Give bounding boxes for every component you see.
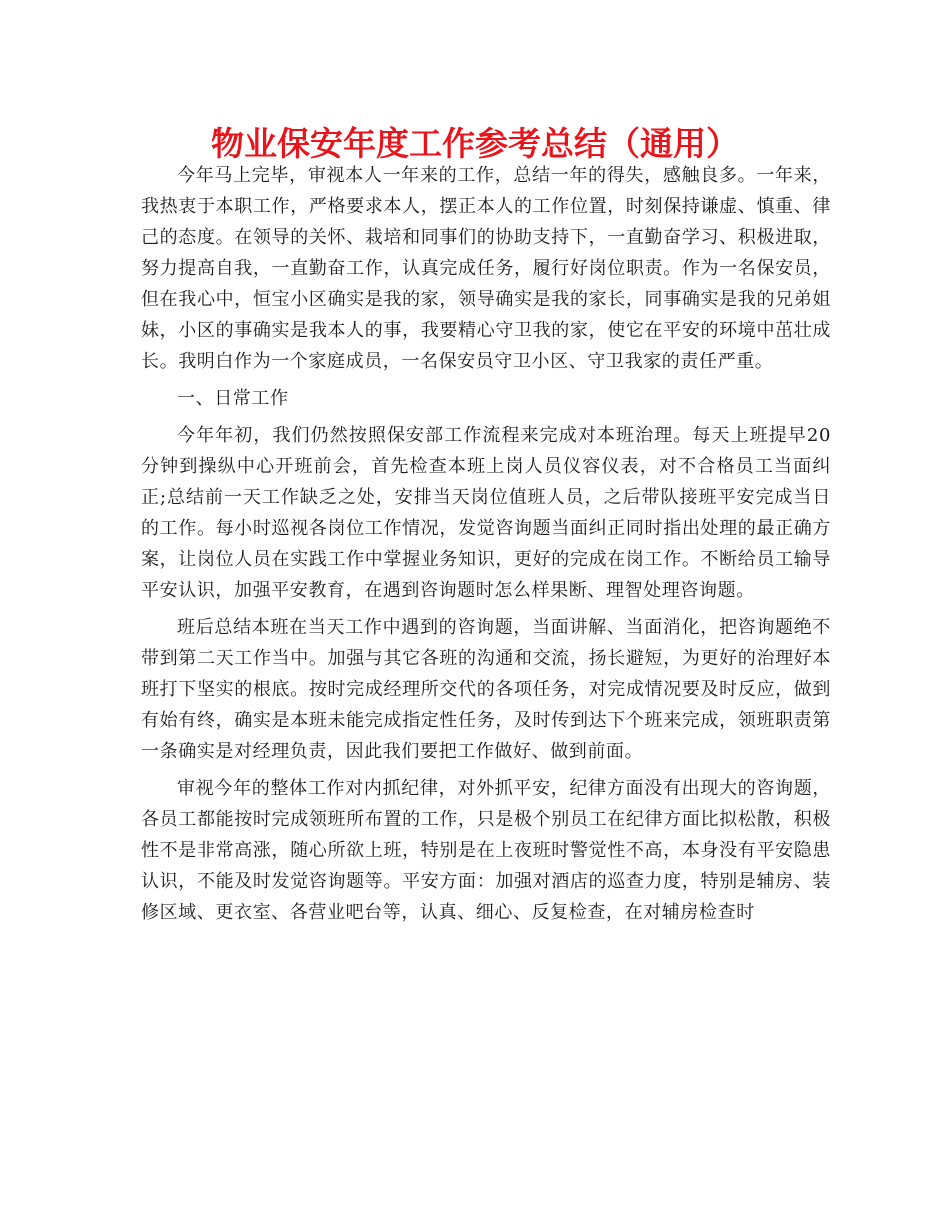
paragraph-shift-summary: 班后总结本班在当天工作中遇到的咨询题，当面讲解、当面消化，把咨询题绝不带到第二天工作当中。加强与其它各班的沟通和交流，扬长避短，为更好的治理好本班打下坚实的根底。按时完成经理所交代的各项任务，对完成情况要及时反应，做到有始有终，确实是本班未能完成指定性任务，及时传到达下个班来完成，领班职责第一条确实是对经理负责，因此我们要把工作做好、做到前面。	[141, 617, 831, 762]
document-body	[141, 160, 831, 934]
paragraph-daily-routine: 今年年初，我们仍然按照保安部工作流程来完成对本班治理。每天上班提早20分钟到操纵中心开班前会，首先检查本班上岗人员仪容仪表，对不合格员工当面纠正;总结前一天工作缺乏之处，安排当天岗位值班人员，之后带队接班平安完成当日的工作。每小时巡视各岗位工作情况，发觉咨询题当面纠正同时指出处理的最正确方案，让岗位人员在实践工作中掌握业务知识，更好的完成在岗工作。不断给员工输导平安认识，加强平安教育，在遇到咨询题时怎么样果断、理智处理咨询题。	[141, 425, 831, 601]
paragraph-annual-review: 审视今年的整体工作对内抓纪律，对外抓平安，纪律方面没有出现大的咨询题，各员工都能按时完成领班所布置的工作，只是极个别员工在纪律方面比拟松散，积极性不是非常高涨，随心所欲上班，特别是在上夜班时警觉性不高，本身没有平安隐患认识，不能及时发觉咨询题等。平安方面：加强对酒店的巡查力度，特别是辅房、装修区域、更衣室、各营业吧台等，认真、细心、反复检查，在对辅房检查时	[141, 778, 831, 923]
section-heading-daily-work: 一、日常工作	[177, 388, 289, 409]
paragraph-intro: 今年马上完毕，审视本人一年来的工作，总结一年的得失，感触良多。一年来，我热衷于本职工作，严格要求本人，摆正本人的工作位置，时刻保持谦虚、慎重、律己的态度。在领导的关怀、栽培和同事们的协助支持下，一直勤奋学习、积极进取，努力提高自我，一直勤奋工作，认真完成任务，履行好岗位职责。作为一名保安员，但在我心中，恒宝小区确实是我的家，领导确实是我的家长，同事确实是我的兄弟姐妹，小区的事确实是我本人的事，我要精心守卫我的家，使它在平安的环境中茁壮成长。我明白作为一个家庭成员，一名保安员守卫小区、守卫我家的责任严重。	[141, 165, 831, 372]
document-title: 物业保安年度工作参考总结（通用）	[211, 124, 739, 163]
